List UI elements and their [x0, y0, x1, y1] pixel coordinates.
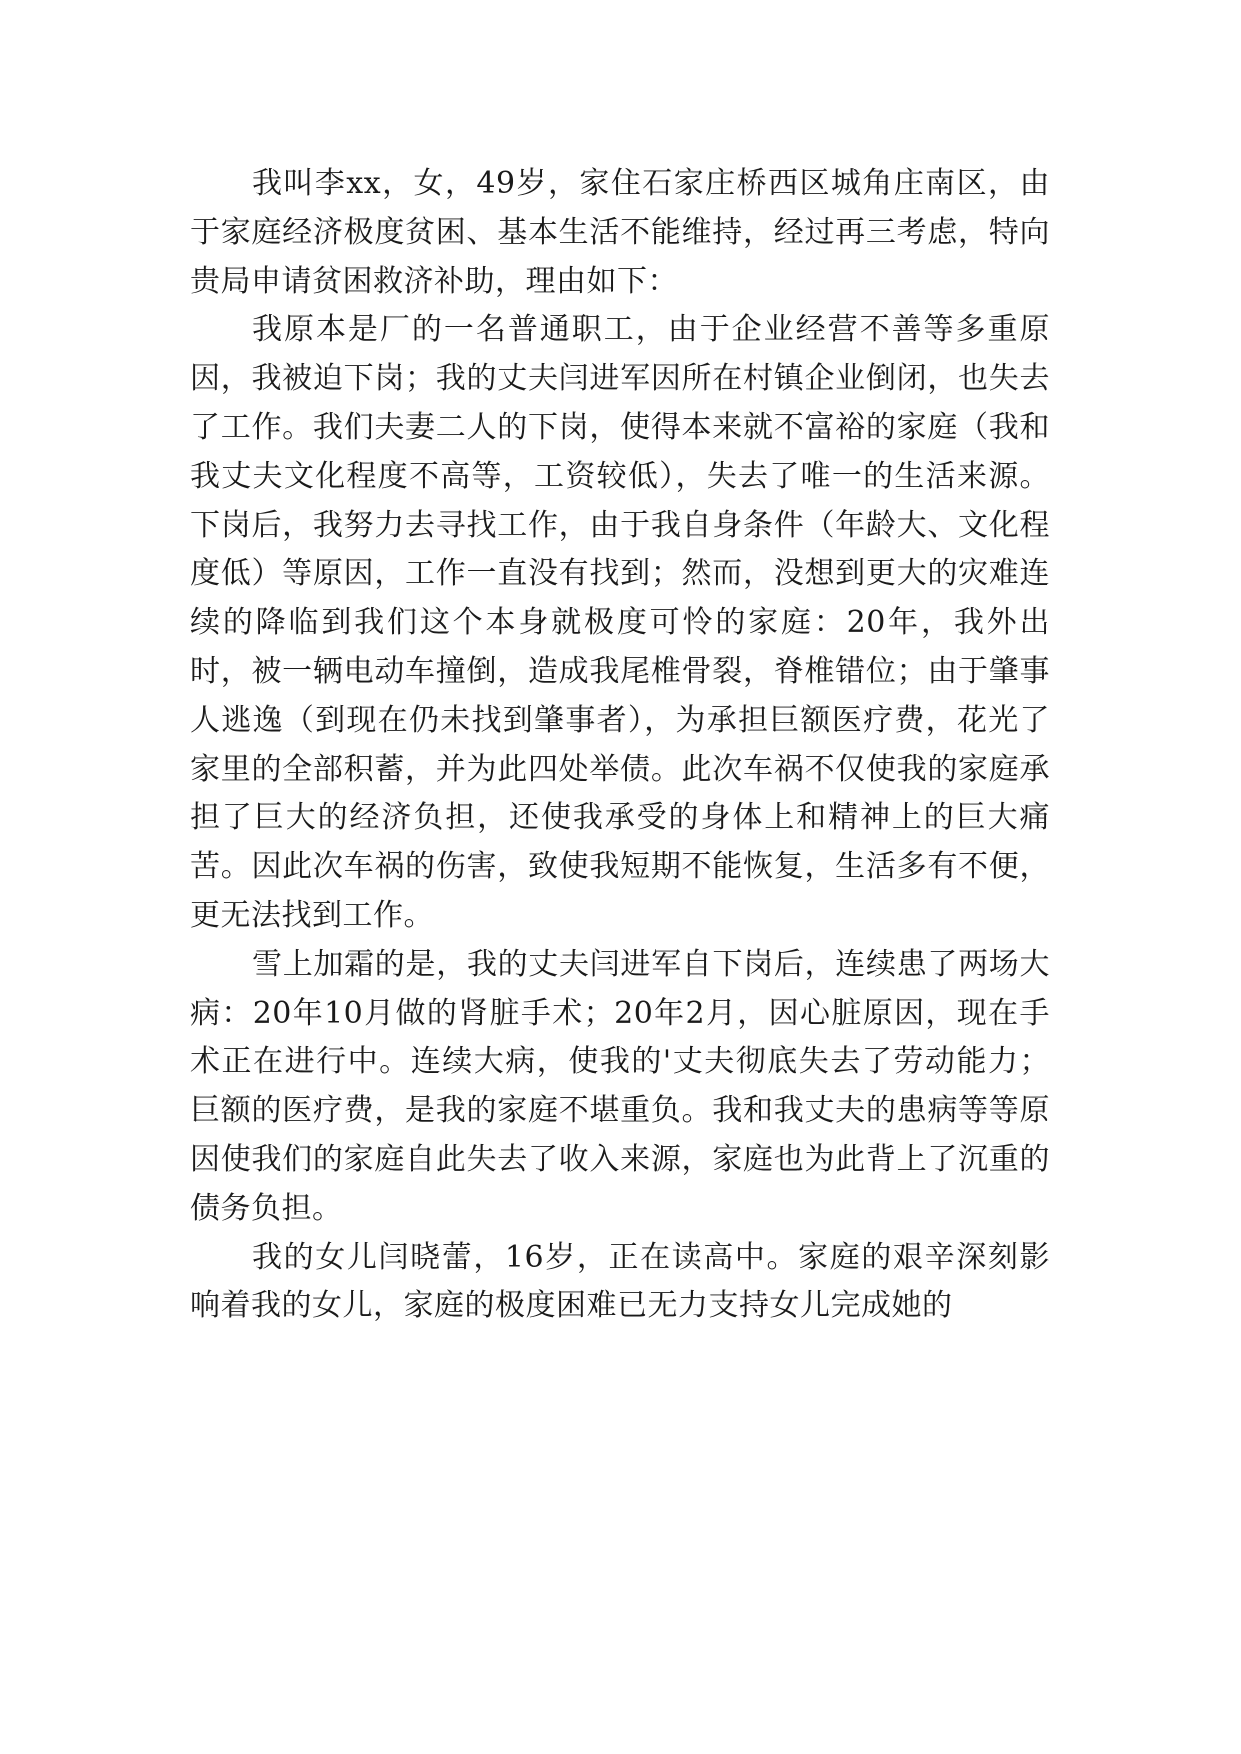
paragraph-husband-illness: 雪上加霜的是，我的丈夫闫进军自下岗后，连续患了两场大病：20年10月做的肾脏手术；20年2月，因心脏原因，现在手术正在进行中。连续大病，使我的'丈夫彻底失去了劳动能力；巨额的医疗费，是我的家庭不堪重负。我和我丈夫的患病等等原因使我们的家庭自此失去了收入来源，家庭也为此背上了沉重的债务负担。 — [190, 946, 1050, 1226]
paragraph-intro: 我叫李xx，女，49岁，家住石家庄桥西区城角庄南区，由于家庭经济极度贫困、基本生活不能维持，经过再三考虑，特向贵局申请贫困救济补助，理由如下： — [190, 166, 1050, 299]
paragraph-daughter: 我的女儿闫晓蕾，16岁，正在读高中。家庭的艰辛深刻影响着我的女儿，家庭的极度困难已无力支持女儿完成她的 — [190, 1239, 1050, 1324]
paragraph-job-loss-and-accident: 我原本是厂的一名普通职工，由于企业经营不善等多重原因，我被迫下岗；我的丈夫闫进军因所在村镇企业倒闭，也失去了工作。我们夫妻二人的下岗，使得本来就不富裕的家庭（我和我丈夫文化程度不高等，工资较低），失去了唯一的生活来源。下岗后，我努力去寻找工作，由于我自身条件（年龄大、文化程度低）等原因，工作一直没有找到；然而，没想到更大的灾难连续的降临到我们这个本身就极度可怜的家庭：20年，我外出时，被一辆电动车撞倒，造成我尾椎骨裂，脊椎错位；由于肇事人逃逸（到现在仍未找到肇事者），为承担巨额医疗费，花光了家里的全部积蓄，并为此四处举债。此次车祸不仅使我的家庭承担了巨大的经济负担，还使我承受的身体上和精神上的巨大痛苦。因此次车祸的伤害，致使我短期不能恢复，生活多有不便，更无法找到工作。 — [190, 312, 1050, 933]
document-body — [190, 160, 1050, 1331]
